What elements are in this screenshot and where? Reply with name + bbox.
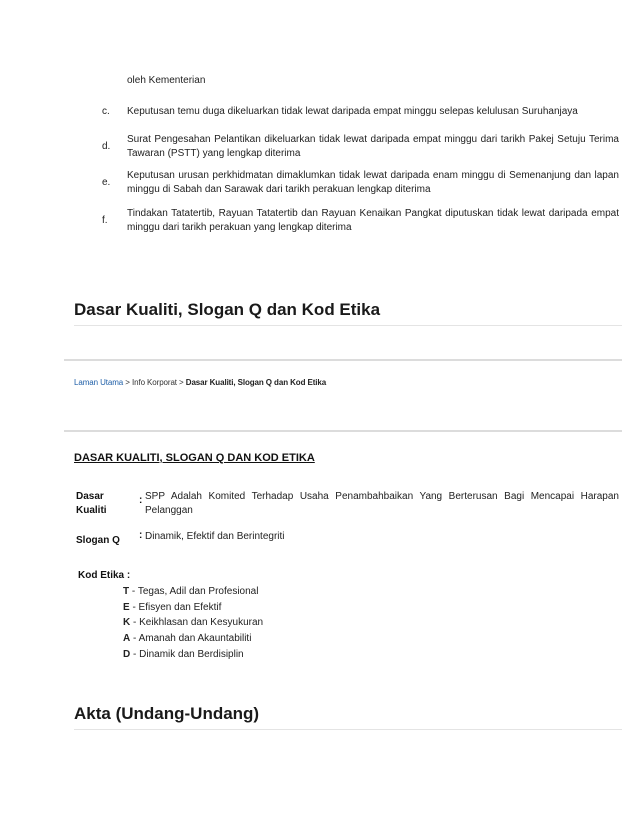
breadcrumb-separator: > <box>123 378 132 387</box>
breadcrumb <box>74 378 326 387</box>
list-item-text-e: Keputusan urusan perkhidmatan dimaklumkan tidak lewat daripada enam minggu di Semenanjung dan lapan minggu di Sabah dan Sarawak dari tarikh perakuan lengkap diterima <box>127 170 619 195</box>
kod-etika-text: - Dinamik dan Berdisiplin <box>130 649 244 660</box>
slogan-q-colon: : <box>139 530 143 541</box>
kod-etika-letter: E <box>123 602 130 613</box>
breadcrumb-separator: > <box>176 378 186 387</box>
kod-etika-text: - Keikhlasan dan Kesyukuran <box>130 617 264 628</box>
kod-etika-item-e <box>123 601 221 615</box>
kod-etika-letter: T <box>123 586 130 597</box>
list-continuation-text: oleh Kementerian <box>127 75 206 86</box>
section-heading-akta: Akta (Undang-Undang) <box>74 704 260 723</box>
list-item-text-f: Tindakan Tatatertib, Rayuan Tatatertib dan Rayuan Kenaikan Pangkat diputuskan tidak lewat daripada empat minggu dari tarikh perakuan yang lengkap diterima <box>127 208 619 233</box>
breadcrumb-link-info-korporat[interactable]: Info Korporat <box>131 378 177 387</box>
content-subheading: DASAR KUALITI, SLOGAN Q DAN KOD ETIKA <box>74 452 315 464</box>
breadcrumb-top-divider <box>64 359 622 361</box>
kod-etika-item-a <box>123 632 251 646</box>
kod-etika-item-d <box>123 648 244 662</box>
kod-etika-text: - Amanah dan Akauntabiliti <box>130 633 252 644</box>
list-item-letter-f: f. <box>102 215 108 226</box>
slogan-q-text: Dinamik, Efektif dan Berintegriti <box>145 531 285 542</box>
dasar-kualiti-label-line2: Kualiti <box>76 505 107 516</box>
section-heading-dasar-kualiti: Dasar Kualiti, Slogan Q dan Kod Etika <box>74 300 381 319</box>
list-item-text-d: Surat Pengesahan Pelantikan dikeluarkan tidak lewat daripada empat minggu dari tarikh Pakej Setuju Terima Tawaran (PSTT) yang lengkap diterima <box>127 134 619 159</box>
list-item-letter-e: e. <box>102 177 111 188</box>
list-item-letter-d: d. <box>102 141 111 152</box>
kod-etika-letter: D <box>123 649 131 660</box>
kod-etika-text: - Tegas, Adil dan Profesional <box>129 586 259 597</box>
kod-etika-label: Kod Etika : <box>78 570 131 581</box>
dasar-kualiti-text: SPP Adalah Komited Terhadap Usaha Penambahbaikan Yang Berterusan Bagi Mencapai Harapan Pelanggan <box>145 491 619 516</box>
list-item-letter-c: c. <box>102 106 110 117</box>
breadcrumb-link-home[interactable]: Laman Utama <box>74 378 124 387</box>
breadcrumb-bottom-divider <box>64 430 622 432</box>
breadcrumb-current: Dasar Kualiti, Slogan Q dan Kod Etika <box>185 378 327 387</box>
section-divider <box>74 729 622 730</box>
section-divider <box>74 325 622 326</box>
kod-etika-item-t <box>123 585 258 599</box>
dasar-kualiti-colon: : <box>139 495 143 506</box>
kod-etika-letter: A <box>123 633 131 644</box>
slogan-q-label: Slogan Q <box>76 535 120 546</box>
list-item-text-c: Keputusan temu duga dikeluarkan tidak lewat daripada empat minggu selepas kelulusan Suruhanjaya <box>127 106 578 117</box>
kod-etika-letter: K <box>123 617 131 628</box>
kod-etika-item-k <box>123 616 263 630</box>
kod-etika-text: - Efisyen dan Efektif <box>129 602 222 613</box>
dasar-kualiti-label-line1: Dasar <box>76 491 104 502</box>
